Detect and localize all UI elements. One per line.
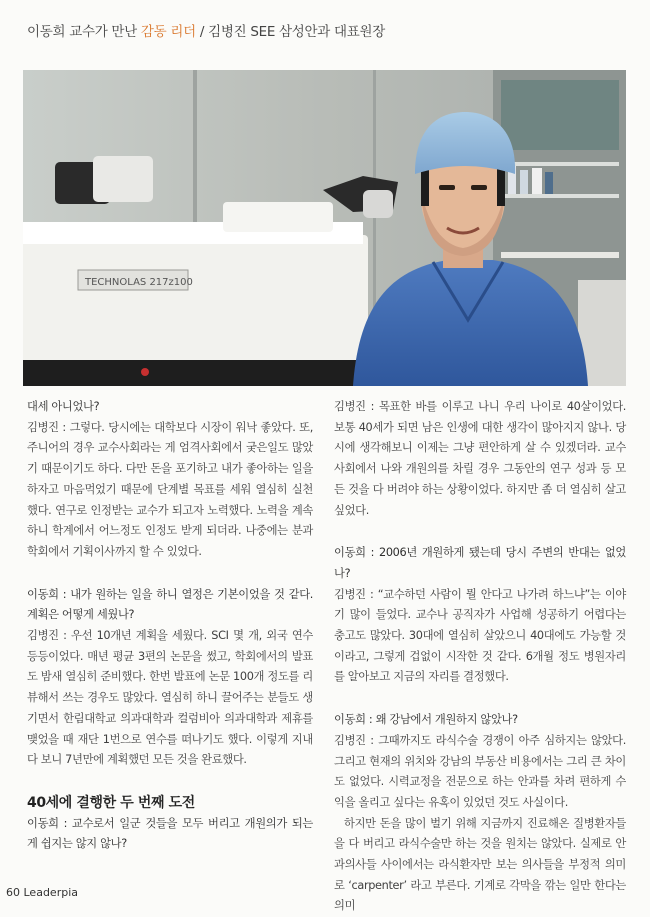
page-number: 60 xyxy=(6,886,20,899)
machine-label: TECHNOLAS 217z100 xyxy=(85,277,193,288)
paragraph-gap xyxy=(27,563,313,585)
left-column xyxy=(27,397,313,855)
question-text: 대세 아니었나? xyxy=(27,400,100,413)
answer-paragraph: 김병진 : “교수하던 사람이 뭘 안다고 나가려 하느냐”는 이야기 많이 들었다. 교수나 공직자가 사업해 성공하기 어렵다는 충고도 많았다. 30대에 열심히 살았으니 40대에도 가능할 것이라고, 그렇게 겁없이 시작한 것 같다. 6개월 정도 병원자리를 알아보고 지금의 자리를 결정했다. xyxy=(334,587,626,684)
answer-paragraph: 김병진 : 그때까지도 라식수술 경쟁이 아주 심하지는 않았다. 그리고 현재의 위치와 강남의 부동산 비용에서는 그리 큰 차이도 없었다. 시력교정을 전문으로 하는 안과를 차려 편하게 수익을 올리고 싶다는 유혹이 있었던 것도 사실이다. xyxy=(334,733,626,809)
section-title: 40세에 결행한 두 번째 도전 xyxy=(27,794,195,811)
question-text: 이동희 : 2006년 개원하게 됐는데 당시 주변의 반대는 없었나? xyxy=(334,546,626,580)
question-text: 이동희 : 내가 원하는 일을 하니 열정은 기본이었을 것 같다. 계획은 어떻게 세웠나? xyxy=(27,587,313,622)
header-suffix: / 김병진 SEE 삼성안과 대표원장 xyxy=(195,24,385,40)
header-prefix: 이동희 교수가 만난 xyxy=(27,24,141,40)
paragraph-gap xyxy=(27,771,313,793)
answer-paragraph: 김병진 : 그렇다. 당시에는 대학보다 시장이 워낙 좋았다. 또, 주니어의 경우 교수사회라는 게 엄격사회에서 궂은일도 많았기 때문이기도 하다. 다만 돈을 포기하고 내가 좋아하는 일을 하자고 마음먹었기 때문에 단계별 목표를 세워 열심히 실천했다. 연구로 인정받는 교수가 되고자 노력했다. 노력을 계속하니 학계에서 어느정도 인정도 받게 되더라. 나중에는 분과학회에서 기획이사까지 할 수 있었다. xyxy=(27,420,313,558)
question-text: 이동희 : 왜 강남에서 개원하지 않았나? xyxy=(334,713,518,727)
header-accent: 감동 리더 xyxy=(140,24,196,40)
right-column xyxy=(334,397,626,917)
doctor-photo xyxy=(23,70,626,386)
paragraph-gap xyxy=(334,688,626,710)
paragraph-gap xyxy=(334,521,626,543)
answer-paragraph: 하지만 돈을 많이 벌기 위해 지금까지 진료해온 질병환자들을 다 버리고 라식수술만 하는 것을 원치는 않았다. 실제로 안과의사들 사이에서는 라식환자만 보는 의사들을 부정적 의미로 ‘carpenter’ 라고 부른다. 기계로 각막을 깎는 일만 한다는 의미 xyxy=(334,816,626,913)
page-footer xyxy=(6,886,78,899)
magazine-name: Leaderpia xyxy=(23,886,78,899)
article-header xyxy=(27,20,385,40)
answer-paragraph: 김병진 : 우선 10개년 계획을 세웠다. SCI 몇 개, 외국 연수 등등이었다. 매년 평균 3편의 논문을 썼고, 학회에서의 발표도 밤새 열심히 준비했다. 한번 발표에 논문 100개 정도를 리뷰해서 쓰는 경우도 많았다. 열심히 하니 끌어주는 분들도 생기면서 한림대학교 의과대학과 컬럼비아 의과대학과 제휴를 맺었을 때 재단 1번으로 연수를 떠나기도 했다. 이렇게 지내다 보니 7년만에 계획했던 모든 것을 완료했다. xyxy=(27,629,313,767)
question-text: 이동희 : 교수로서 일군 것들을 모두 버리고 개원의가 되는 게 쉽지는 않지 않나? xyxy=(27,816,313,851)
answer-paragraph: 김병진 : 목표한 바를 이루고 나니 우리 나이로 40살이었다. 보통 40세가 되면 남은 인생에 대한 생각이 많아지지 않나. 당시에 생각해보니 이제는 그냥 편안하게 살 수 있겠더라. 교수사회에서 나와 개원의를 차릴 경우 그동안의 연구 성과 등 모든 것을 다 버려야 하는 상황이었다. 하지만 좀 더 열심히 살고 싶었다. xyxy=(334,400,626,517)
